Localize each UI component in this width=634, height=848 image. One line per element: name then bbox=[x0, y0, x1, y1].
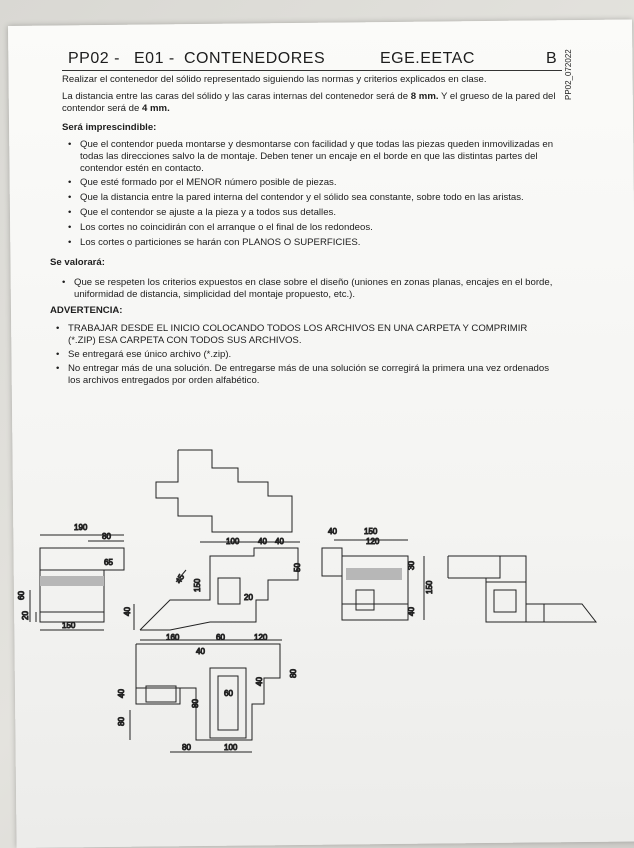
left-view bbox=[30, 535, 124, 630]
top-view-outline bbox=[156, 450, 292, 532]
dim-45: 45 bbox=[173, 572, 187, 585]
dim-60c: 60 bbox=[224, 689, 233, 698]
list-item: • Que esté formado por el MENOR número posible de piezas. bbox=[66, 177, 562, 189]
dim-150: 150 bbox=[62, 621, 76, 630]
header-version: B bbox=[546, 50, 558, 67]
header-code: PP02 - bbox=[68, 50, 120, 67]
front-view bbox=[134, 542, 300, 630]
dim-80e: 80 bbox=[182, 743, 191, 752]
dim-100b: 100 bbox=[224, 743, 238, 752]
dim-60b: 60 bbox=[216, 633, 225, 642]
dim-190: 190 bbox=[74, 523, 88, 532]
list-item: • Que el contendor se ajuste a la pieza y a todos sus detalles. bbox=[66, 207, 562, 219]
dim-60: 60 bbox=[17, 591, 26, 600]
valued-title: Se valorará: bbox=[50, 257, 105, 268]
dim-120b: 120 bbox=[254, 633, 268, 642]
dim-80d: 80 bbox=[191, 699, 200, 708]
dim-40h: 40 bbox=[255, 677, 264, 686]
dim-40f: 40 bbox=[196, 647, 205, 656]
essential-title: Será imprescindible: bbox=[62, 122, 157, 133]
list-item: • Se entregará ese único archivo (*.zip). bbox=[54, 349, 554, 361]
dim-150c: 150 bbox=[364, 527, 378, 536]
header-title: CONTENEDORES bbox=[184, 50, 326, 67]
list-item: • TRABAJAR DESDE EL INICIO COLOCANDO TODOS LOS ARCHIVOS EN UNA CARPETA Y COMPRIMIR (*.ZIP) ESA CARPETA CON TODOS SUS ARCHIVOS. bbox=[54, 323, 554, 347]
dim-20: 20 bbox=[21, 611, 30, 620]
dim-150b: 150 bbox=[193, 578, 202, 592]
dim-40c: 40 bbox=[275, 537, 284, 546]
distance-text-b: Y el grueso de la pared del contendor será de bbox=[62, 91, 556, 114]
dim-80c: 80 bbox=[117, 717, 126, 726]
side-view bbox=[448, 556, 596, 622]
dim-40b: 40 bbox=[258, 537, 267, 546]
dim-160: 160 bbox=[166, 633, 180, 642]
plan-view bbox=[130, 640, 282, 752]
side-code: PP02_072022 bbox=[564, 49, 573, 100]
list-item: • Que la distancia entre la pared interna del contendor y el sólido sea constante, sobre todo en las aristas. bbox=[66, 192, 562, 204]
dim-40a: 40 bbox=[123, 607, 132, 616]
dim-40e: 40 bbox=[407, 607, 416, 616]
dim-80: 80 bbox=[102, 532, 111, 541]
dim-80b: 80 bbox=[289, 669, 298, 678]
warning-title: ADVERTENCIA: bbox=[50, 305, 123, 316]
distance-value: 8 mm. bbox=[410, 91, 439, 102]
header-exercise: E01 - bbox=[134, 50, 175, 67]
dim-30: 30 bbox=[407, 561, 416, 570]
dim-150d: 150 bbox=[425, 580, 434, 594]
header-org: EGE.EETAC bbox=[380, 50, 475, 67]
list-item: • Que el contendor pueda montarse y desmontarse con facilidad y que todas las piezas queden inmovilizadas en todas las direcciones salvo la de montaje. Deben tener un encaje en el borde en que las distintas partes del contendor estén en contacto. bbox=[66, 139, 562, 175]
thickness-value: 4 mm. bbox=[142, 103, 170, 114]
dim-40d: 40 bbox=[328, 527, 337, 536]
intro-text: Realizar el contenedor del sólido representado siguiendo las normas y criterios explicados en clase. bbox=[62, 74, 487, 85]
list-item: • Que se respeten los criterios expuestos en clase sobre el diseño (uniones en zonas planas, encajes en el borde, uniformidad de distancia, simplicidad del montaje propuesto, etc.). bbox=[60, 277, 558, 301]
dim-65: 65 bbox=[104, 558, 113, 567]
distance-text-a: La distancia entre las caras del sólido y las caras internas del contenedor será de bbox=[62, 91, 409, 102]
list-item: • Los cortes o particiones se harán con PLANOS O SUPERFICIES. bbox=[66, 237, 562, 249]
dim-50: 50 bbox=[293, 563, 302, 572]
dim-120a: 120 bbox=[366, 537, 380, 546]
dim-100a: 100 bbox=[226, 537, 240, 546]
dim-20b: 20 bbox=[244, 593, 253, 602]
dim-40g: 40 bbox=[117, 689, 126, 698]
list-item: • No entregar más de una solución. De entregarse más de una solución se corregirá la primera una vez ordenados los archivos entregados por orden alfabético. bbox=[54, 363, 554, 387]
list-item: • Los cortes no coincidirán con el arranque o el final de los redondeos. bbox=[66, 222, 562, 234]
